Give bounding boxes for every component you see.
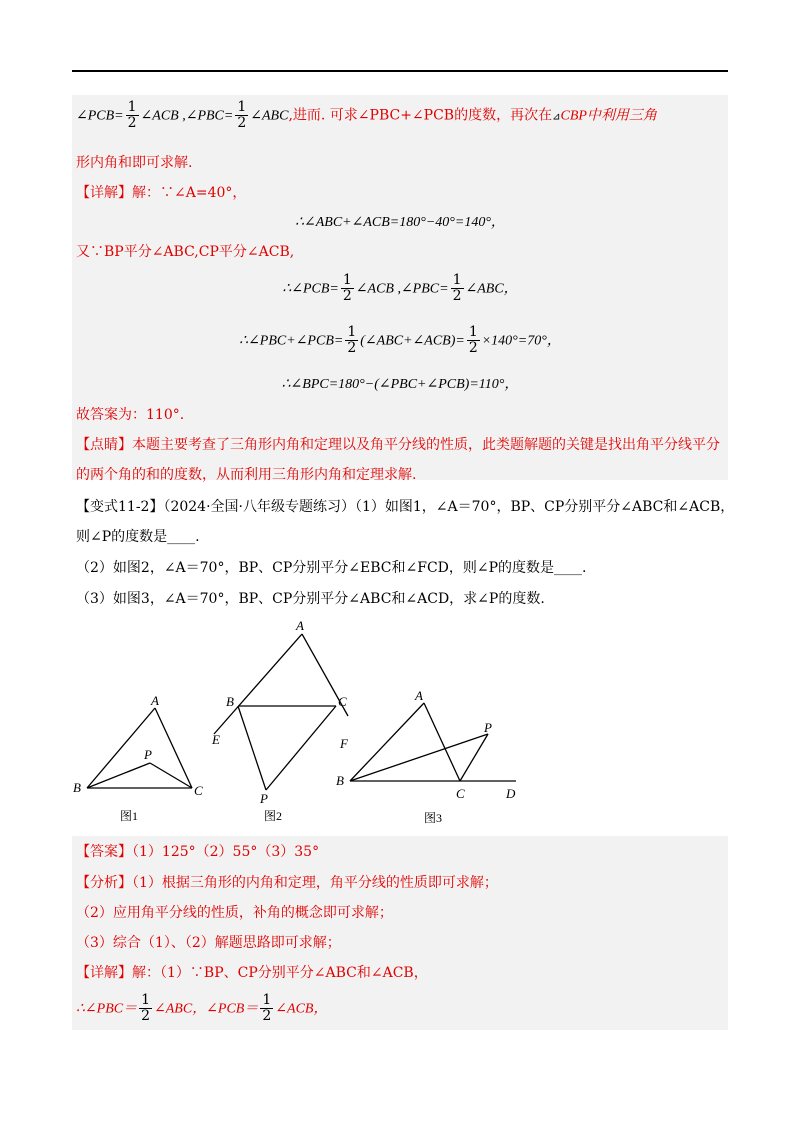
fig2-label-F: F bbox=[340, 736, 348, 751]
fig1-label-P: P bbox=[144, 747, 152, 762]
fig2-label-E: E bbox=[212, 732, 220, 747]
line-hint-1: ∠PCB= $\frac{1}{2}$ ∠ACB ,∠PBC= $\frac{1}{2}$ ∠ABC,进而. 可求∠PBC+∠PCB的度数，再次在⊿CBP中利用三角 bbox=[76, 99, 657, 131]
detail-line-1: 【详解】解：∵∠A=40°， bbox=[76, 185, 247, 201]
figure-2 bbox=[214, 634, 348, 790]
answer-line: 故答案为：110°. bbox=[76, 407, 185, 423]
problem-line-3: （3）如图3，∠A＝70°，BP、CP分别平分∠ABC和∠ACD，求∠P的度数. bbox=[76, 591, 545, 607]
fig1-caption: 图1 bbox=[120, 809, 139, 823]
fig2-label-C: C bbox=[338, 694, 347, 709]
figure-1 bbox=[87, 708, 192, 788]
fig2-label-A: A bbox=[296, 618, 304, 633]
fig1-label-A: A bbox=[151, 693, 159, 708]
bisector-statement: 又∵BP平分∠ABC,CP平分∠ACB, bbox=[76, 244, 295, 260]
figure-3 bbox=[350, 703, 516, 781]
fig2-caption: 图2 bbox=[264, 809, 283, 823]
fig1-label-C: C bbox=[194, 783, 203, 798]
analysis-line-1: 【分析】（1）根据三角形的内角和定理，角平分线的性质即可求解； bbox=[76, 875, 498, 891]
comment-line-2: 的两个角的和的度数，从而利用三角形内角和定理求解. bbox=[76, 467, 417, 483]
fig3-caption: 图3 bbox=[424, 811, 443, 825]
equation-1: ∴∠ABC+∠ACB=180°−40°=140°， bbox=[295, 215, 505, 230]
comment-line-1: 【点睛】本题主要考查了三角形内角和定理以及角平分线的性质，此类题解题的关键是找出角平分线平分 bbox=[76, 437, 720, 453]
problem-line-1: 【变式11-2】（2024·全国·八年级专题练习）（1）如图1，∠A＝70°，BP、CP分别平分∠ABC和∠ACB， bbox=[76, 499, 735, 515]
fig1-label-B: B bbox=[73, 780, 81, 795]
detail2-line-2: ∴∠PBC＝ $\frac{1}{2}$ ∠ABC，∠PCB＝ $\frac{1}{2}$ ∠ACB， bbox=[76, 992, 328, 1024]
problem-line-2: （2）如图2，∠A＝70°，BP、CP分别平分∠EBC和∠FCD，则∠P的度数是____. bbox=[76, 560, 587, 576]
fig3-label-P: P bbox=[484, 720, 492, 735]
fig3-label-B: B bbox=[336, 773, 344, 788]
fig2-label-P: P bbox=[260, 791, 268, 806]
analysis-line-2: （2）应用角平分线的性质，补角的概念即可求解； bbox=[76, 905, 393, 921]
equation-2: ∴∠PCB= $\frac{1}{2}$ ∠ACB ,∠PBC= $\frac{1}{2}$ ∠ABC， bbox=[282, 272, 518, 304]
line-hint-2: 形内角和即可求解. bbox=[76, 155, 193, 171]
detail2-line-1: 【详解】解：（1）∵BP、CP分别平分∠ABC和∠ACB， bbox=[76, 965, 428, 981]
analysis-line-3: （3）综合（1）、（2）解题思路即可求解； bbox=[76, 935, 341, 951]
equation-4: ∴∠BPC=180°−(∠PBC+∠PCB)=110°， bbox=[281, 377, 519, 392]
fig3-label-D: D bbox=[506, 786, 516, 801]
equation-3: ∴∠PBC+∠PCB= $\frac{1}{2}$ (∠ABC+∠ACB)= $\frac{1}{2}$ ×140°=70°， bbox=[239, 324, 561, 356]
fig2-label-B: B bbox=[226, 694, 234, 709]
answer-line-2: 【答案】（1）125°（2）55°（3）35° bbox=[76, 844, 320, 860]
triangle-symbol: ⊿ bbox=[552, 111, 561, 123]
fig3-label-A: A bbox=[415, 688, 423, 703]
fig3-label-C: C bbox=[456, 786, 465, 801]
problem-line-1b: 则∠P的度数是____. bbox=[76, 529, 200, 545]
